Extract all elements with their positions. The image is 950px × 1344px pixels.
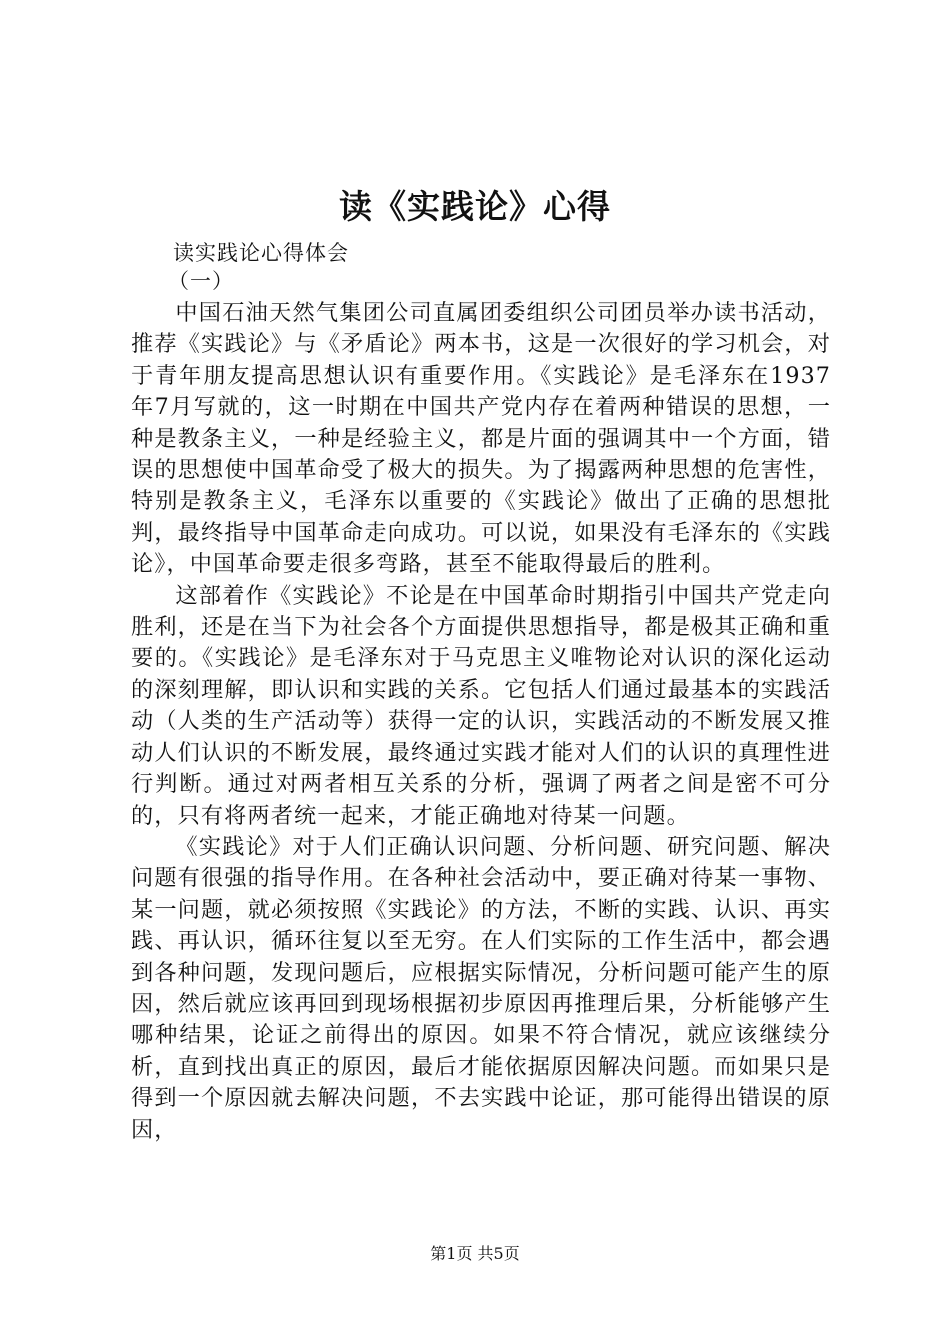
page-footer: 第1页 共5页 (430, 1244, 520, 1263)
document-title: 读《实践论》心得 (339, 187, 611, 226)
document-body (131, 298, 831, 1146)
paragraph: 中国石油天然气集团公司直属团委组织公司团员举办读书活动，推荐《实践论》与《矛盾论》两本书，这是一次很好的学习机会，对于青年朋友提高思想认识有重要作用。《实践论》是毛泽东在1937年7月写就的，这一时期在中国共产党内存在着两种错误的思想，一种是教条主义，一种是经验主义，都是片面的强调其中一个方面，错误的思想使中国革命受了极大的损失。为了揭露两种思想的危害性，特别是教条主义，毛泽东以重要的《实践论》做出了正确的思想批判，最终指导中国革命走向成功。可以说，如果没有毛泽东的《实践论》，中国革命要走很多弯路，甚至不能取得最后的胜利。 (131, 300, 831, 578)
paragraph: 这部着作《实践论》不论是在中国革命时期指引中国共产党走向胜利，还是在当下为社会各个方面提供思想指导，都是极其正确和重要的。《实践论》是毛泽东对于马克思主义唯物论对认识的深化运动的深刻理解，即认识和实践的关系。它包括人们通过最基本的实践活动（人类的生产活动等）获得一定的认识，实践活动的不断发展又推动人们认识的不断发展，最终通过实践才能对人们的认识的真理性进行判断。通过对两者相互关系的分析，强调了两者之间是密不可分的，只有将两者统一起来，才能正确地对待某一问题。 (131, 582, 831, 829)
section-marker: （一） (168, 269, 234, 293)
document-subtitle: 读实践论心得体会 (173, 241, 349, 265)
paragraph: 《实践论》对于人们正确认识问题、分析问题、研究问题、解决问题有很强的指导作用。在各种社会活动中，要正确对待某一事物、某一问题，就必须按照《实践论》的方法，不断的实践、认识、再实践、再认识，循环往复以至无穷。在人们实际的工作生活中，都会遇到各种问题，发现问题后，应根据实际情况，分析问题可能产生的原因，然后就应该再回到现场根据初步原因再推理后果，分析能够产生哪种结果，论证之前得出的原因。如果不符合情况，就应该继续分析，直到找出真正的原因，最后才能依据原因解决问题。而如果只是得到一个原因就去解决问题，不去实践中论证，那可能得出错误的原因， (131, 833, 831, 1143)
